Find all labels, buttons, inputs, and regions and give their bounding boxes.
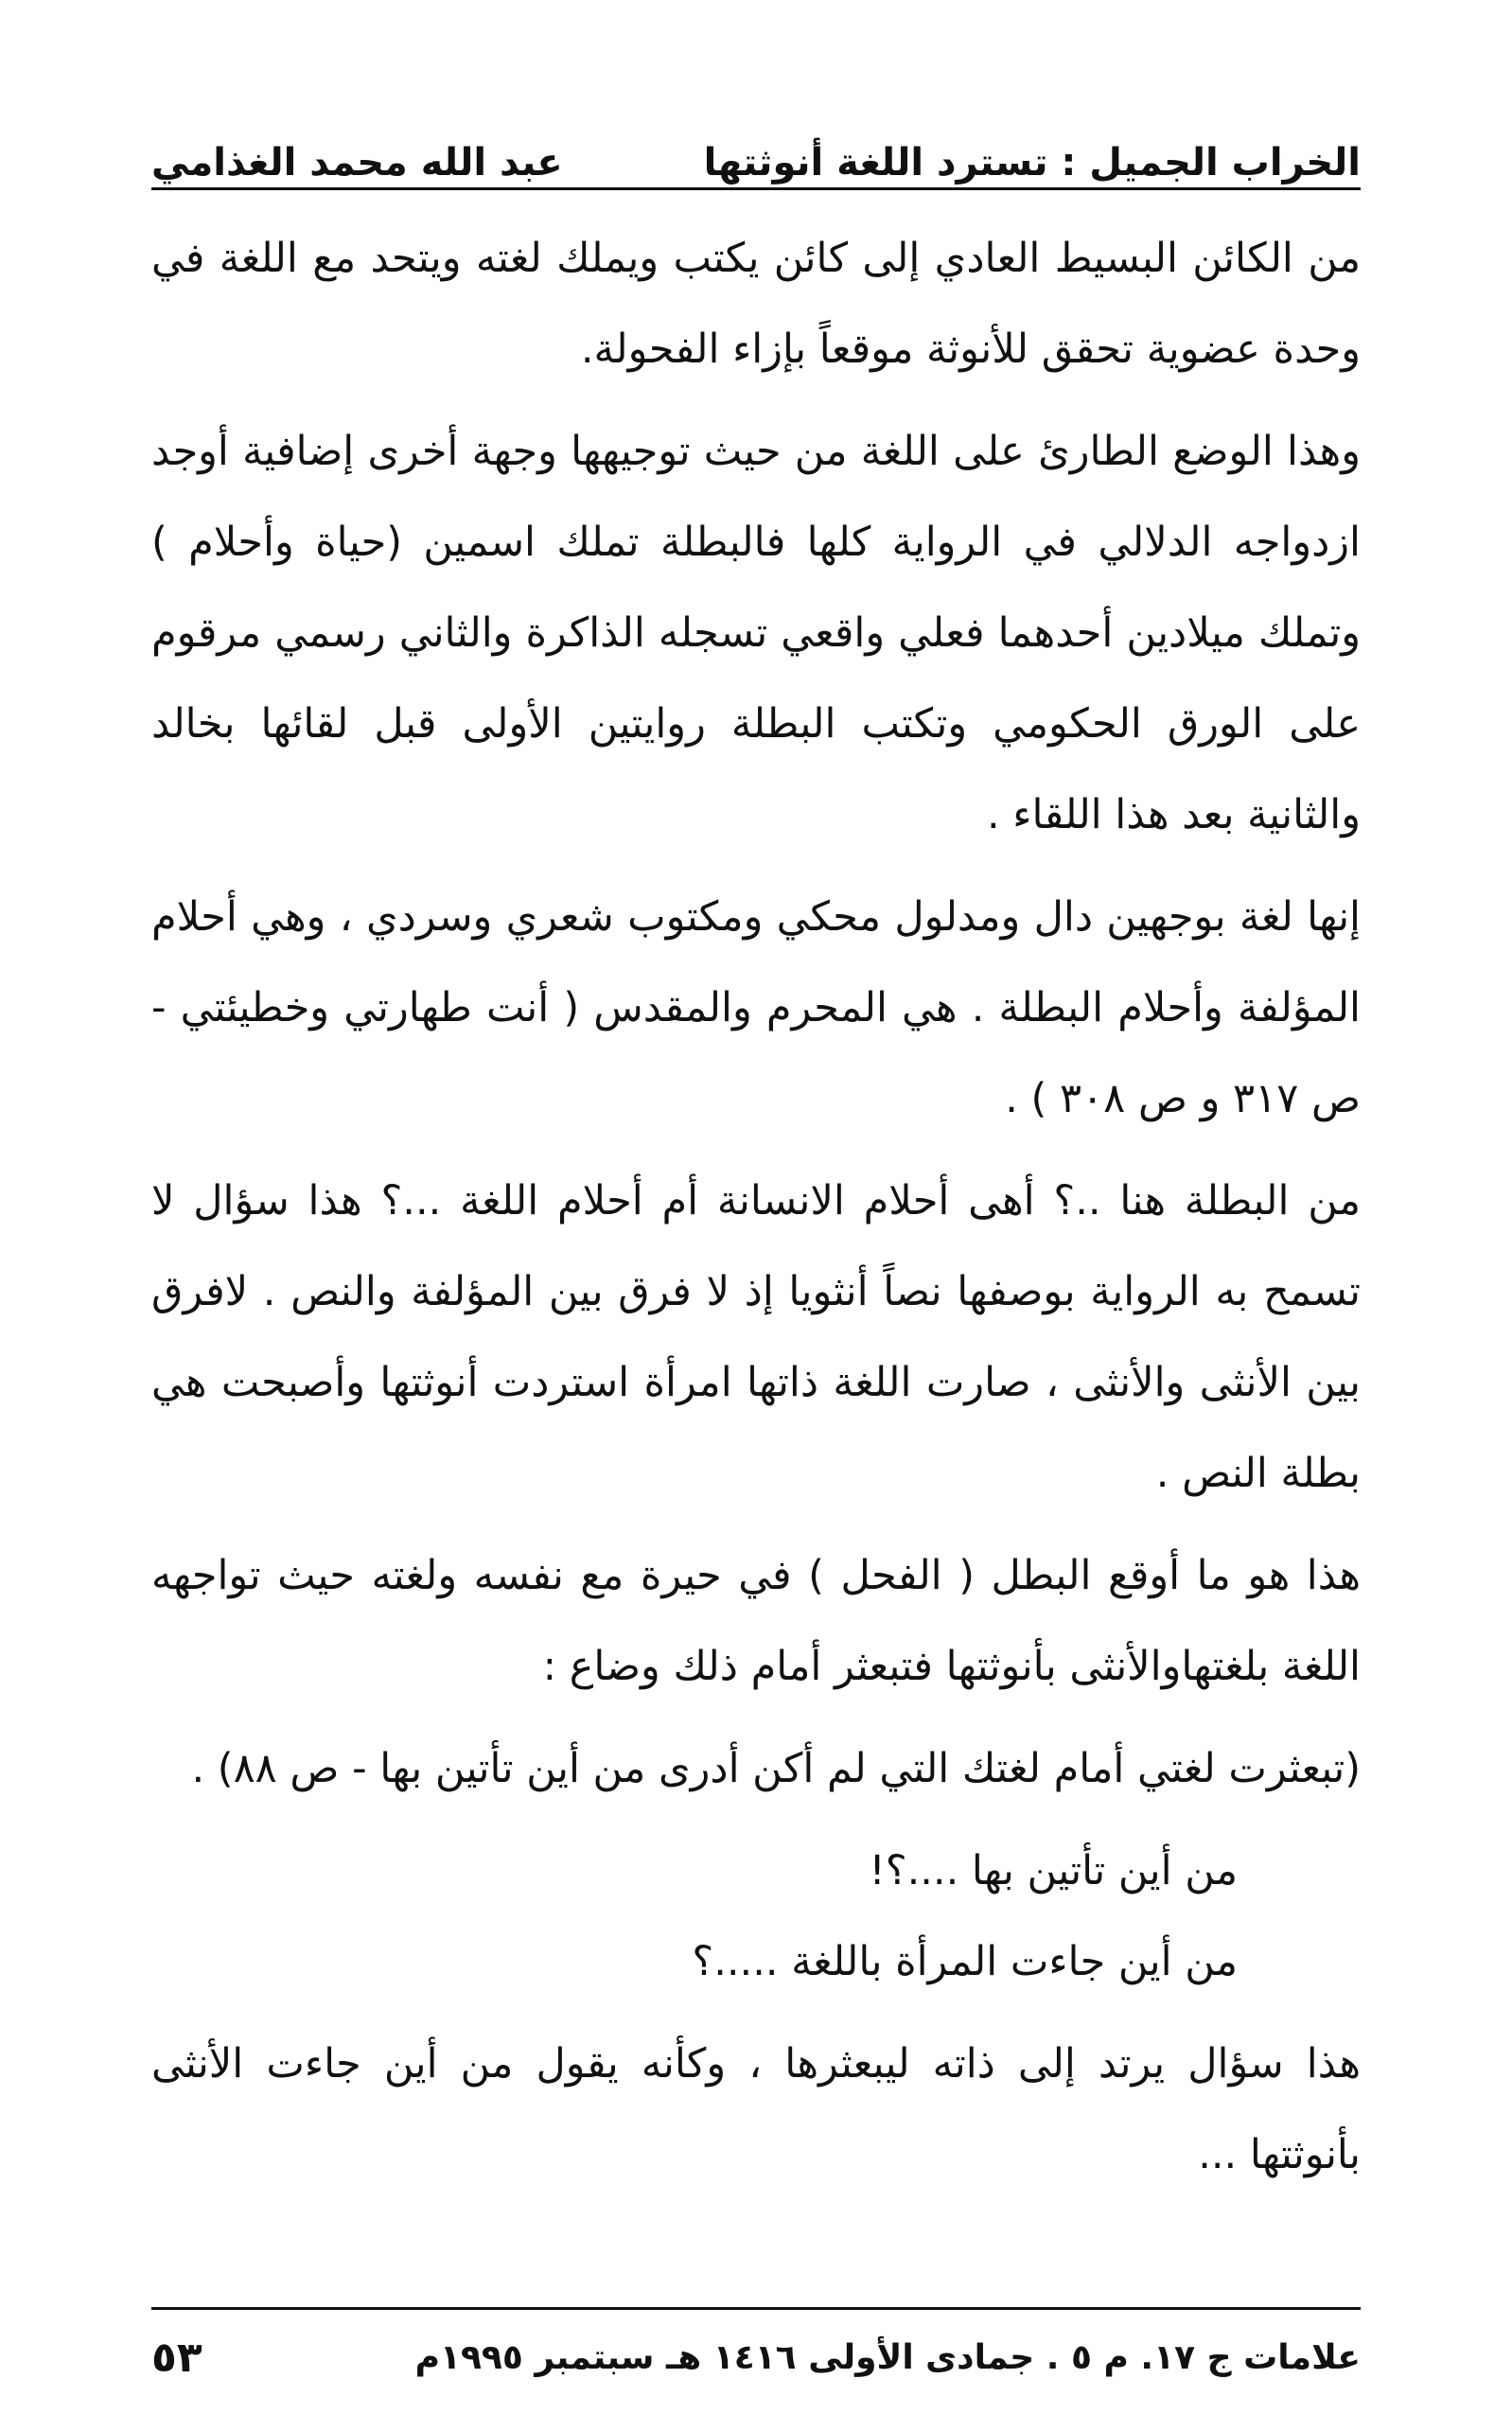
indented-question-1: من أين تأتين بها ....؟! bbox=[869, 1847, 1238, 1894]
paragraph-2: وهذا الوضع الطارئ على اللغة من حيث توجيهها وجهة أخرى إضافية أوجد ازدواجه الدلالي في الرواية كلها فالبطلة تملك اسمين (حياة وأحلام ) وتملك ميلادين أحدهما فعلي واقعي تسجله الذاكرة والثاني رسمي مرقوم على الورق الحكومي وتكتب البطلة روايتين الأولى قبل لقائها بخالد والثانية بعد هذا اللقاء . bbox=[151, 428, 1361, 838]
closing-paragraph: هذا سؤال يرتد إلى ذاته ليبعثرها ، وكأنه يقول من أين جاءت الأنثى بأنوثتها ... bbox=[151, 2040, 1361, 2178]
author-name: عبد الله محمد الغذامي bbox=[151, 141, 563, 185]
paragraph-5: هذا هو ما أوقع البطل ( الفحل ) في حيرة مع نفسه ولغته حيث تواجهه اللغة بلغتهاوالأنثى بأنوثتها فتبعثر أمام ذلك وضاع : bbox=[151, 1552, 1361, 1690]
running-header bbox=[151, 115, 1361, 185]
page-number: ٥٣ bbox=[151, 2333, 202, 2382]
quotation-paragraph: (تبعثرت لغتي أمام لغتك التي لم أكن أدرى من أين تأتين بها - ص ٨٨) . bbox=[191, 1745, 1361, 1792]
paragraph-1: من الكائن البسيط العادي إلى كائن يكتب ويملك لغته ويتحد مع اللغة في وحدة عضوية تحقق للأنوثة موقعاً بإزاء الفحولة. bbox=[151, 235, 1361, 373]
footer-divider bbox=[151, 2307, 1361, 2310]
issue-info: علامات ج ١٧. م ٥ . جمادى الأولى ١٤١٦ هـ سبتمبر ١٩٩٥م bbox=[414, 2337, 1361, 2377]
paragraph-3: إنها لغة بوجهين دال ومدلول محكي ومكتوب شعري وسردي ، وهي أحلام المؤلفة وأحلام البطلة . هي المحرم والمقدس ( أنت طهارتي وخطيئتي - ص ٣١٧ و ص ٣٠٨ ) . bbox=[151, 893, 1361, 1122]
article-body bbox=[151, 213, 1361, 2211]
indented-question-2: من أين جاءت المرأة باللغة .....؟ bbox=[692, 1938, 1238, 1985]
article-title: الخراب الجميل : تسترد اللغة أنوثتها bbox=[703, 141, 1361, 185]
header-divider bbox=[151, 187, 1361, 190]
paragraph-4: من البطلة هنا ..؟ أهى أحلام الانسانة أم أحلام اللغة ...؟ هذا سؤال لا تسمح به الرواية بوصفها نصاً أنثويا إذ لا فرق بين المؤلفة والنص . لافرق بين الأنثى والأنثى ، صارت اللغة ذاتها امرأة استردت أنوثتها وأصبحت هي بطلة النص . bbox=[151, 1177, 1361, 1497]
running-footer bbox=[151, 2324, 1361, 2390]
